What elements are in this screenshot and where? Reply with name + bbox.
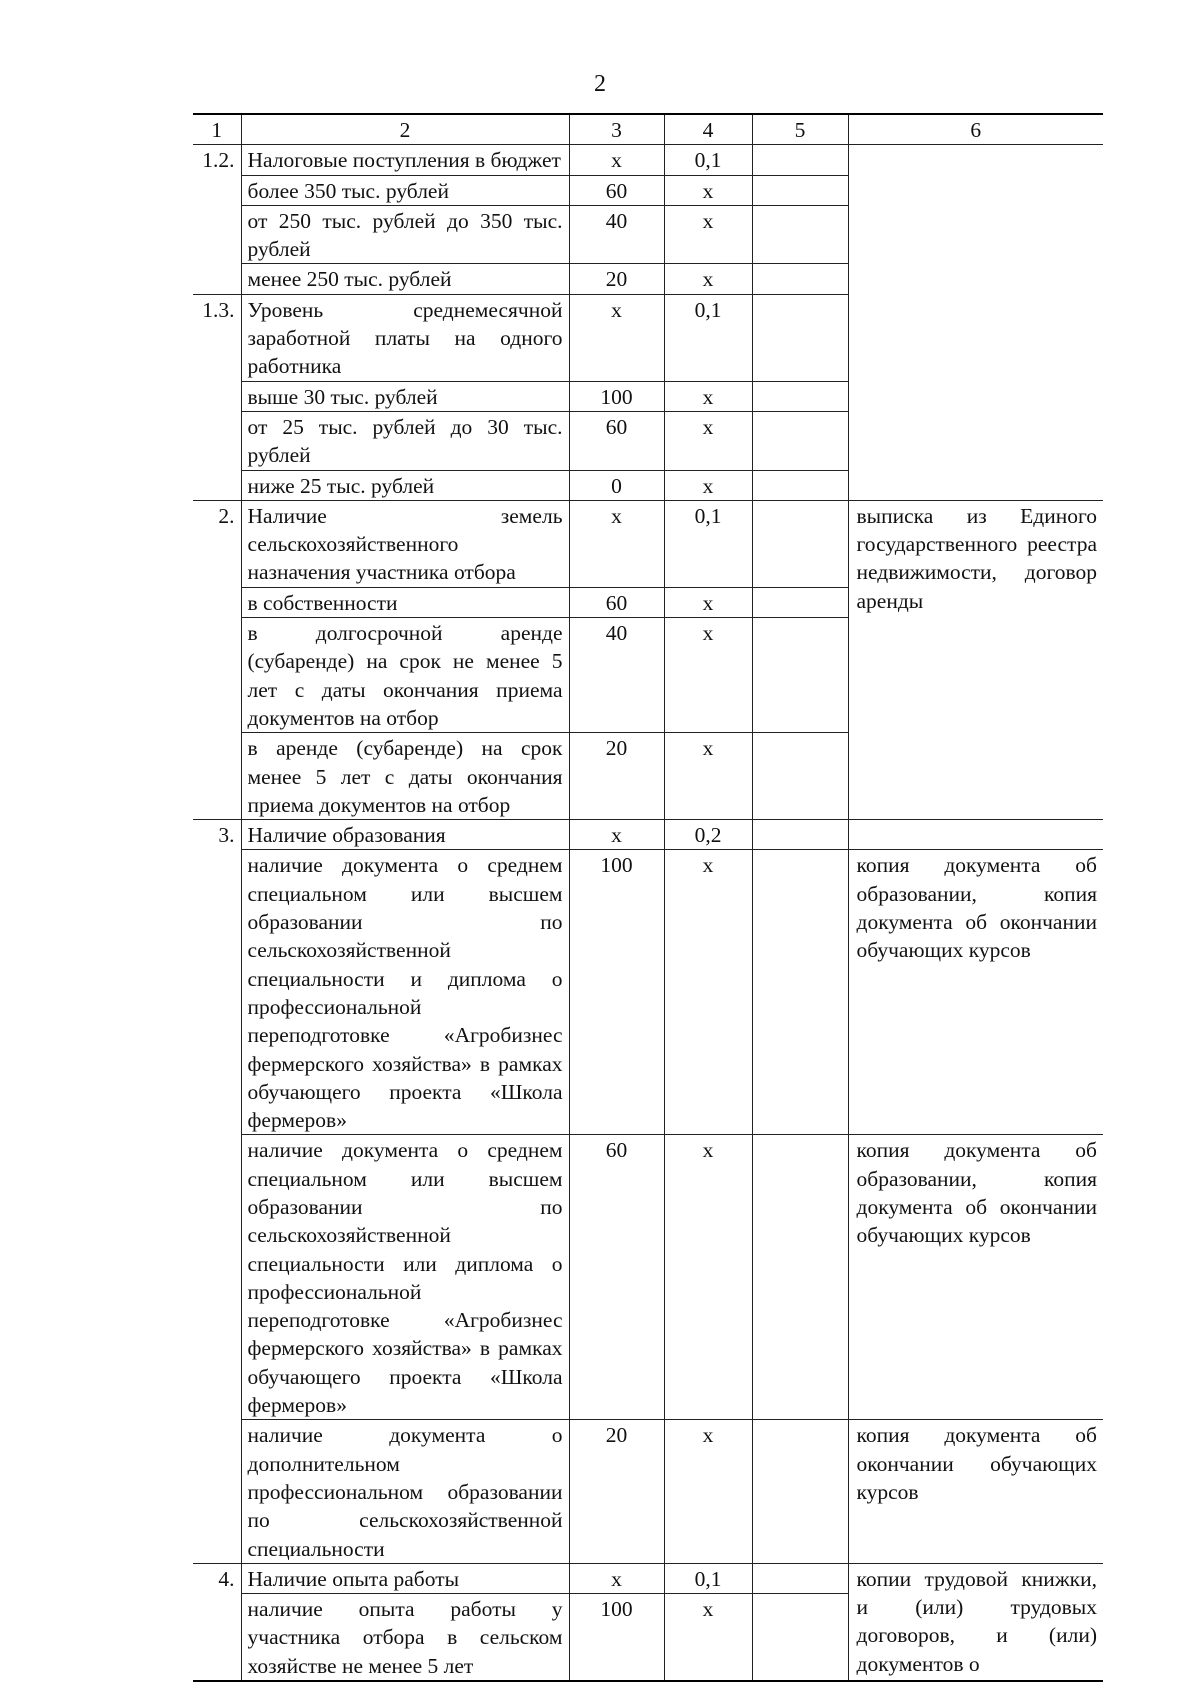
row-number: 2. (193, 500, 241, 819)
criterion-title: Наличие образования (241, 820, 569, 850)
table-header-row (193, 114, 1103, 145)
criterion-option: в собственности (241, 587, 569, 617)
score-cell: 100 (569, 1594, 664, 1681)
value-cell (752, 587, 848, 617)
criterion-option: в аренде (субаренде) на срок менее 5 лет с даты окончания приема документов на отбор (241, 733, 569, 820)
value-cell (752, 820, 848, 850)
criterion-title: Наличие земель сельскохозяйственного назначения участника отбора (241, 500, 569, 587)
score-cell: 60 (569, 175, 664, 205)
weight-cell: x (664, 1594, 752, 1681)
weight-cell: x (664, 381, 752, 411)
criterion-option: в долгосрочной аренде (субаренде) на срок не менее 5 лет с даты окончания приема документов на отбор (241, 618, 569, 733)
value-cell (752, 618, 848, 733)
criterion-option: ниже 25 тыс. рублей (241, 470, 569, 500)
row-number: 3. (193, 820, 241, 1564)
score-cell: 20 (569, 733, 664, 820)
weight-cell: x (664, 1135, 752, 1420)
value-cell (752, 381, 848, 411)
weight-cell: 0,1 (664, 1563, 752, 1593)
value-cell (752, 205, 848, 264)
weight-cell: x (664, 1420, 752, 1563)
criterion-option: от 25 тыс. рублей до 30 тыс. рублей (241, 411, 569, 470)
criterion-title: Уровень среднемесячной заработной платы на одного работника (241, 294, 569, 381)
table-row (193, 1563, 1103, 1593)
score-cell: 100 (569, 381, 664, 411)
value-cell (752, 1563, 848, 1593)
header-cell: 4 (664, 114, 752, 145)
value-cell (752, 500, 848, 587)
score-cell: 60 (569, 587, 664, 617)
value-cell (752, 470, 848, 500)
criterion-option: наличие опыта работы у участника отбора в сельском хозяйстве не менее 5 лет (241, 1594, 569, 1681)
row-number: 1.3. (193, 294, 241, 500)
weight-cell: x (664, 587, 752, 617)
weight-cell: 0,1 (664, 294, 752, 381)
score-cell: 0 (569, 470, 664, 500)
row-number: 1.2. (193, 145, 241, 294)
weight-cell: x (664, 470, 752, 500)
score-cell: 20 (569, 1420, 664, 1563)
weight-cell: 0,1 (664, 500, 752, 587)
weight-cell: x (664, 733, 752, 820)
header-cell: 1 (193, 114, 241, 145)
page-number: 2 (594, 71, 606, 97)
score-cell: 60 (569, 411, 664, 470)
header-cell: 2 (241, 114, 569, 145)
value-cell (752, 1594, 848, 1681)
value-cell (752, 733, 848, 820)
score-cell: 60 (569, 1135, 664, 1420)
score-cell: 40 (569, 205, 664, 264)
docs-cell: копии трудовой книжки, и (или) трудовых договоров, и (или) документов о (848, 1563, 1103, 1681)
value-cell (752, 145, 848, 175)
weight-cell: x (664, 850, 752, 1135)
row-number: 4. (193, 1563, 241, 1681)
score-cell: x (569, 1563, 664, 1593)
criterion-option: от 250 тыс. рублей до 350 тыс. рублей (241, 205, 569, 264)
docs-cell (848, 820, 1103, 850)
table-row (193, 820, 1103, 850)
table-row (193, 145, 1103, 175)
criterion-option: наличие документа о среднем специальном или высшем образовании по сельскохозяйственной специальности и диплома о профессиональной переподготовке «Агробизнес фермерского хозяйства» в рамках обучающего проекта «Школа фермеров» (241, 850, 569, 1135)
criteria-table (193, 113, 1103, 1682)
value-cell (752, 294, 848, 381)
criterion-option: более 350 тыс. рублей (241, 175, 569, 205)
score-cell: 40 (569, 618, 664, 733)
docs-cell (848, 145, 1103, 501)
header-cell: 6 (848, 114, 1103, 145)
score-cell: x (569, 820, 664, 850)
weight-cell: x (664, 264, 752, 294)
criterion-option: выше 30 тыс. рублей (241, 381, 569, 411)
docs-cell: копия документа об образовании, копия документа об окончании обучающих курсов (848, 1135, 1103, 1420)
value-cell (752, 411, 848, 470)
weight-cell: x (664, 205, 752, 264)
score-cell: x (569, 145, 664, 175)
weight-cell: 0,2 (664, 820, 752, 850)
value-cell (752, 850, 848, 1135)
weight-cell: x (664, 175, 752, 205)
header-cell: 3 (569, 114, 664, 145)
table-row (193, 500, 1103, 587)
score-cell: 100 (569, 850, 664, 1135)
score-cell: x (569, 294, 664, 381)
docs-cell: выписка из Единого государственного реестра недвижимости, договор аренды (848, 500, 1103, 819)
header-cell: 5 (752, 114, 848, 145)
value-cell (752, 1420, 848, 1563)
weight-cell: 0,1 (664, 145, 752, 175)
docs-cell: копия документа об окончании обучающих курсов (848, 1420, 1103, 1563)
score-cell: x (569, 500, 664, 587)
criterion-title: Наличие опыта работы (241, 1563, 569, 1593)
weight-cell: x (664, 411, 752, 470)
criterion-option: наличие документа о среднем специальном или высшем образовании по сельскохозяйственной специальности или диплома о профессиональной переподготовке «Агробизнес фермерского хозяйства» в рамках обучающего проекта «Школа фермеров» (241, 1135, 569, 1420)
criterion-option: наличие документа о дополнительном профессиональном образовании по сельскохозяйственной специальности (241, 1420, 569, 1563)
criterion-option: менее 250 тыс. рублей (241, 264, 569, 294)
value-cell (752, 1135, 848, 1420)
docs-cell: копия документа об образовании, копия документа об окончании обучающих курсов (848, 850, 1103, 1135)
weight-cell: x (664, 618, 752, 733)
table-row (193, 850, 1103, 1135)
table-row (193, 1420, 1103, 1563)
value-cell (752, 264, 848, 294)
table-row (193, 1135, 1103, 1420)
criterion-title: Налоговые поступления в бюджет (241, 145, 569, 175)
value-cell (752, 175, 848, 205)
score-cell: 20 (569, 264, 664, 294)
